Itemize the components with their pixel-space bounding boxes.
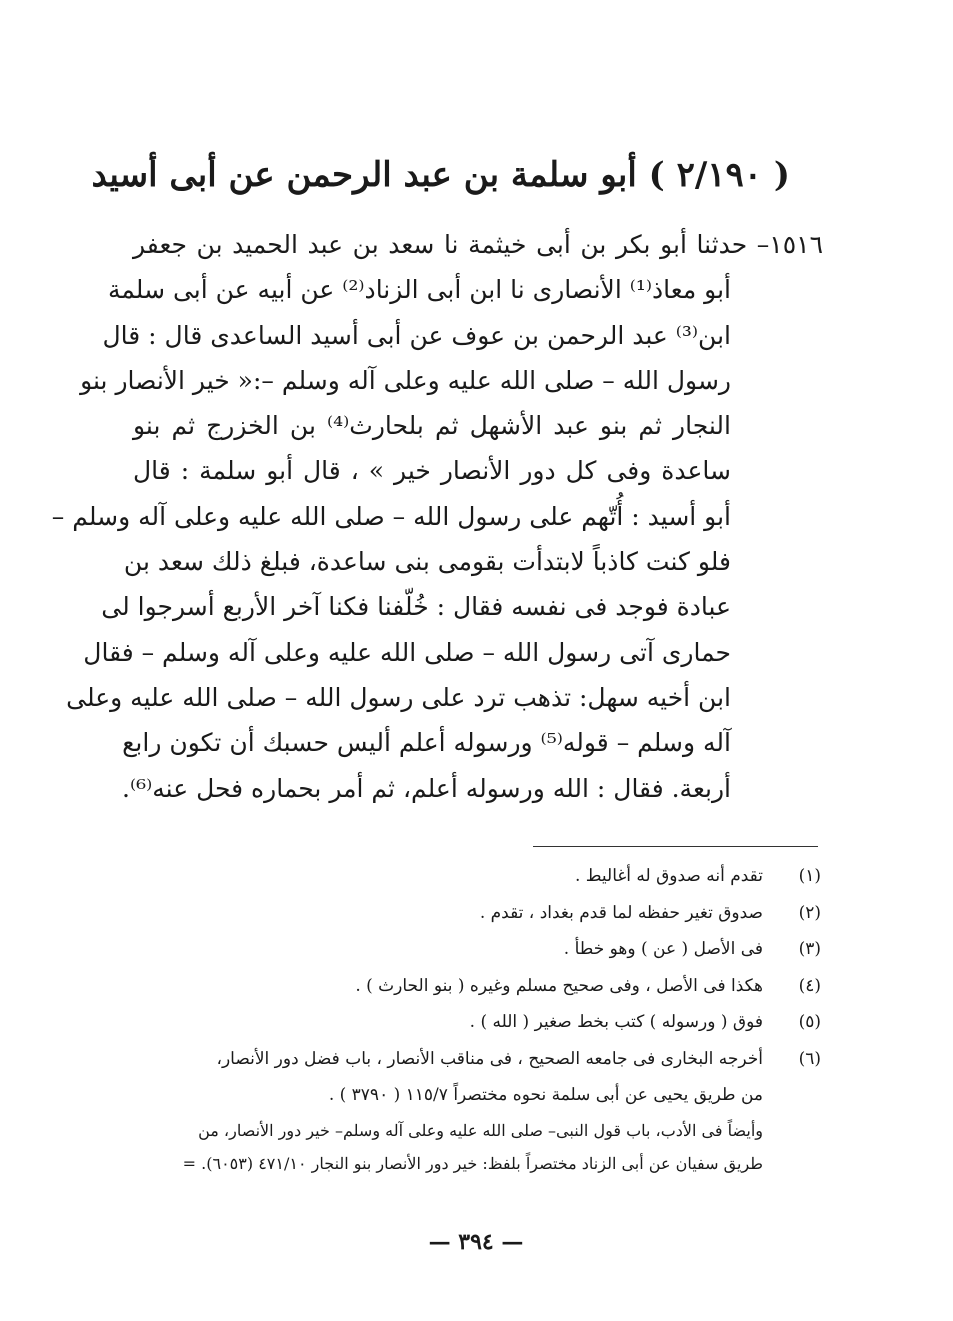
- footnote: [131, 1041, 821, 1114]
- footnote-line: هكذا فى الأصل ، وفى صحيح مسلم وغيره ( بنو الحارث ) .: [355, 975, 763, 996]
- footnote-number: (٣): [798, 939, 821, 959]
- footnote-text: [131, 931, 763, 968]
- footnote: [131, 1004, 821, 1041]
- footnote-text: [131, 858, 763, 895]
- hadith-line: ابن أخيه سهل: تذهب ترد على رسول الله – صلى الله عليه وعلى: [66, 682, 731, 712]
- footnote-number: (١): [798, 866, 821, 886]
- page-number: — ٣٩٤ —: [428, 1229, 524, 1255]
- footnote: [131, 858, 821, 895]
- footnote-line: تقدم أنه صدوق له أغاليط .: [574, 866, 763, 886]
- footnote-text: [131, 895, 763, 932]
- footnote-line: طريق سفيان عن أبى الزناد مختصراً بلفظ: خير دور الأنصار بنو النجار ٤٧١/١٠ (٦٠٥٣). =: [182, 1153, 763, 1173]
- footnotes: [131, 858, 821, 1180]
- footnote-line: فى الأصل ( عن ) وهو خطأ .: [563, 939, 763, 959]
- footnote: [131, 968, 821, 1005]
- hadith-line: أبو معاذ⁽¹⁾ الأنصارى نا ابن أبى الزناد⁽²⁾ عن أبيه عن أبى سلمة: [107, 275, 731, 305]
- footnote-text: [131, 1004, 763, 1041]
- footnote-line: من طريق يحيى عن أبى سلمة نحوه مختصراً ١١٥/٧ ( ٣٧٩٠ ) .: [328, 1085, 763, 1105]
- hadith-line: حمارى آتى رسول الله – صلى الله عليه وعلى آله وسلم – فقال: [83, 637, 731, 667]
- footnote-line: فوق ( ورسوله ) كتب بخط صغير ( الله ) .: [469, 1012, 763, 1032]
- hadith-line: النجار ثم بنو عبد الأشهل ثم بلحارث⁽⁴⁾ بن الخزرج ثم بنو: [133, 411, 731, 441]
- hadith-line: آله وسلم – قوله⁽⁵⁾ ورسوله أعلم أليس حسبك أن تكون رابع: [122, 728, 731, 758]
- footnote-text: [131, 968, 763, 1005]
- footnote-number: (٤): [798, 975, 821, 996]
- hadith-line: عبادة فوجد فى نفسه فقال : خُلّفنا فكنا آخر الأربع أسرجوا لى: [101, 592, 731, 622]
- hadith-text: [51, 222, 823, 811]
- footnote-line: أخرجه البخارى فى جامعه الصحيح ، فى مناقب الأنصار ، باب فضل دور الأنصار،: [216, 1048, 763, 1069]
- footnote-number: (٢): [798, 902, 821, 923]
- footnote-text: [131, 1041, 763, 1114]
- hadith-line: فلو كنت كاذباً لابتدأت بقومى بنى ساعدة، فبلغ ذلك سعد بن: [123, 547, 731, 577]
- footnote-line: وأيضاً فى الأدب، باب قول النبى– صلى الله عليه وعلى آله وسلم– خير دور الأنصار، من: [198, 1120, 763, 1140]
- footnote-number: (٥): [798, 1012, 821, 1032]
- footnote: [131, 931, 821, 968]
- hadith-line: ١٥١٦– حدثنا أبو بكر بن أبى خيثمة نا سعد بن عبد الحميد بن جعفر: [133, 230, 823, 259]
- footnote-continuation: [131, 1114, 821, 1180]
- hadith-line: ساعدة وفى كل دور الأنصار خير » ، قال أبو سلمة : قال: [133, 456, 731, 486]
- footnote-divider: [533, 846, 818, 847]
- footnote-number: (٦): [798, 1048, 821, 1069]
- hadith-line: أربعة. فقال : الله ورسوله أعلم، ثم أمر بحماره فحل عنه⁽⁶⁾.: [122, 773, 731, 803]
- footnote-line: صدوق تغير حفظه لما قدم بغداد ، تقدم .: [479, 902, 763, 923]
- hadith-line: أبو أسيد : أُتّهم على رسول الله – صلى الله عليه وعلى آله وسلم –: [51, 501, 731, 531]
- footnote: [131, 895, 821, 932]
- hadith-line: رسول الله – صلى الله عليه وعلى آله وسلم –:« خير الأنصار بنو: [80, 365, 731, 395]
- hadith-line: ابن⁽³⁾ عبد الرحمن بن عوف عن أبى أسيد الساعدى قال : قال: [102, 320, 731, 350]
- chapter-title: ( ٢/١٩٠ ) أبو سلمة بن عبد الرحمن عن أبى أسيد: [91, 155, 790, 195]
